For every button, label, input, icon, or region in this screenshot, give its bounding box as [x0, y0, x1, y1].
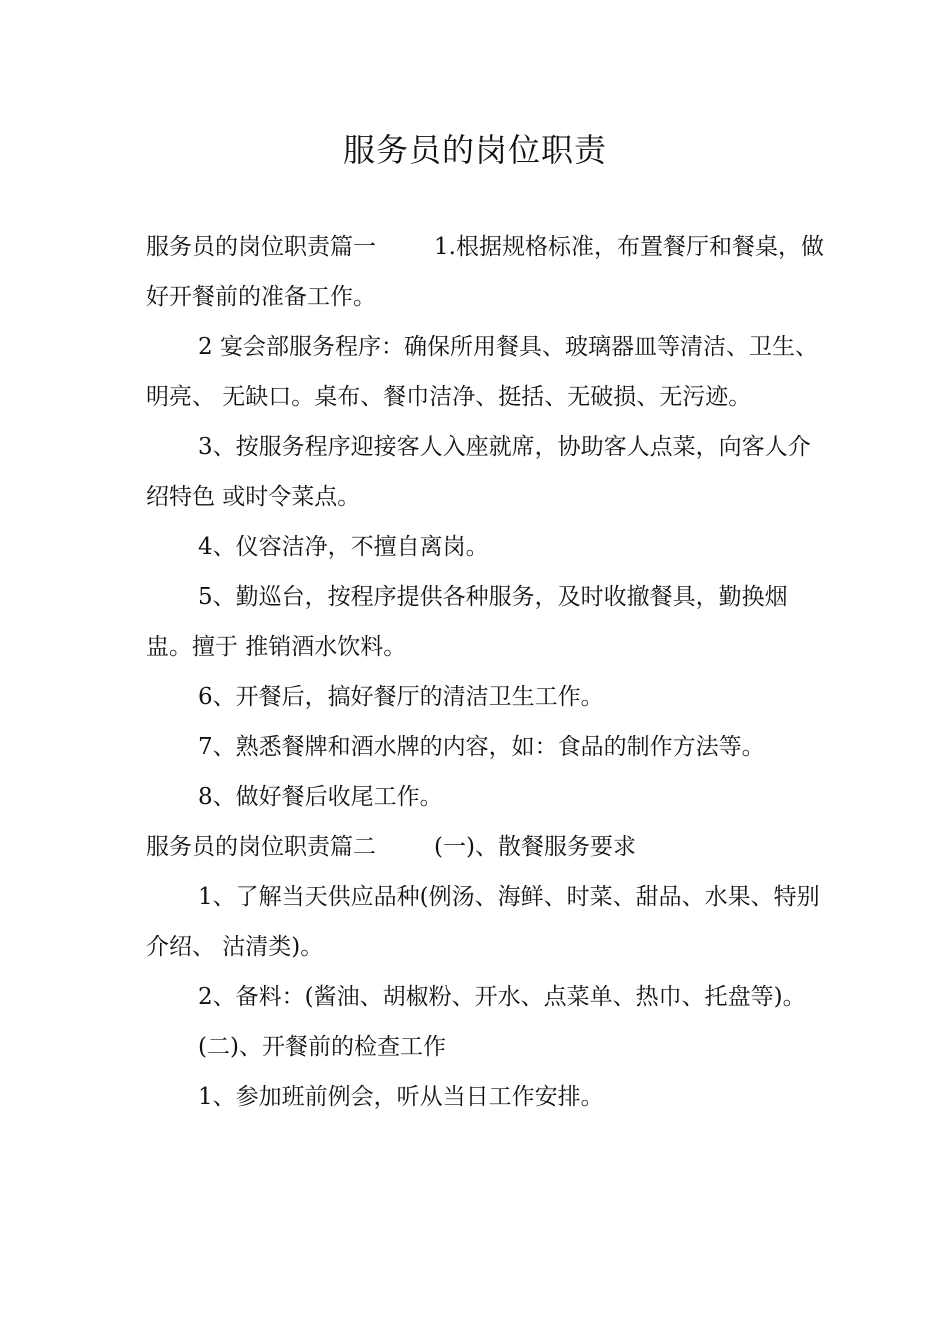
- document-title: 服务员的岗位职责: [342, 131, 607, 169]
- section1-heading: 服务员的岗位职责篇一: [146, 234, 376, 260]
- section2-heading: 服务员的岗位职责篇二: [146, 834, 376, 860]
- section2-item-1: 1、了解当天供应品种(例汤、海鲜、时菜、甜品、水果、特别介绍、 沽清类)。: [146, 884, 820, 960]
- section2-first-paragraph: [146, 822, 826, 872]
- section1-item-2: 2 宴会部服务程序：确保所用餐具、玻璃器皿等清洁、卫生、明亮、 无缺口。桌布、餐巾洁净、挺括、无破损、无污迹。: [146, 334, 818, 410]
- section2-subheading-1: (一)、散餐服务要求: [434, 834, 636, 860]
- section1-item-8: 8、做好餐后收尾工作。: [198, 784, 443, 810]
- section1-item-1: 1.根据规格标准，布置餐厅和餐桌，做好开餐前的准备工作。: [146, 234, 824, 310]
- section2-subheading-2: (二)、开餐前的检查工作: [198, 1034, 446, 1060]
- document-body: [146, 222, 826, 1122]
- section1-item-5: 5、勤巡台，按程序提供各种服务，及时收撤餐具，勤换烟盅。擅于 推销酒水饮料。: [146, 584, 788, 660]
- section2-item-2: 2、备料：(酱油、胡椒粉、开水、点菜单、热巾、托盘等)。: [198, 984, 806, 1010]
- section1-item-6: 6、开餐后，搞好餐厅的清洁卫生工作。: [198, 684, 604, 710]
- section1-item-3: 3、按服务程序迎接客人入座就席，协助客人点菜，向客人介绍特色 或时令菜点。: [146, 434, 811, 510]
- section1-item-4: 4、仪容洁净，不擅自离岗。: [198, 534, 489, 560]
- section2-check-item-1: 1、参加班前例会，听从当日工作安排。: [198, 1084, 604, 1110]
- section1-first-paragraph: [146, 222, 826, 322]
- section1-item-7: 7、熟悉餐牌和酒水牌的内容，如：食品的制作方法等。: [198, 734, 765, 760]
